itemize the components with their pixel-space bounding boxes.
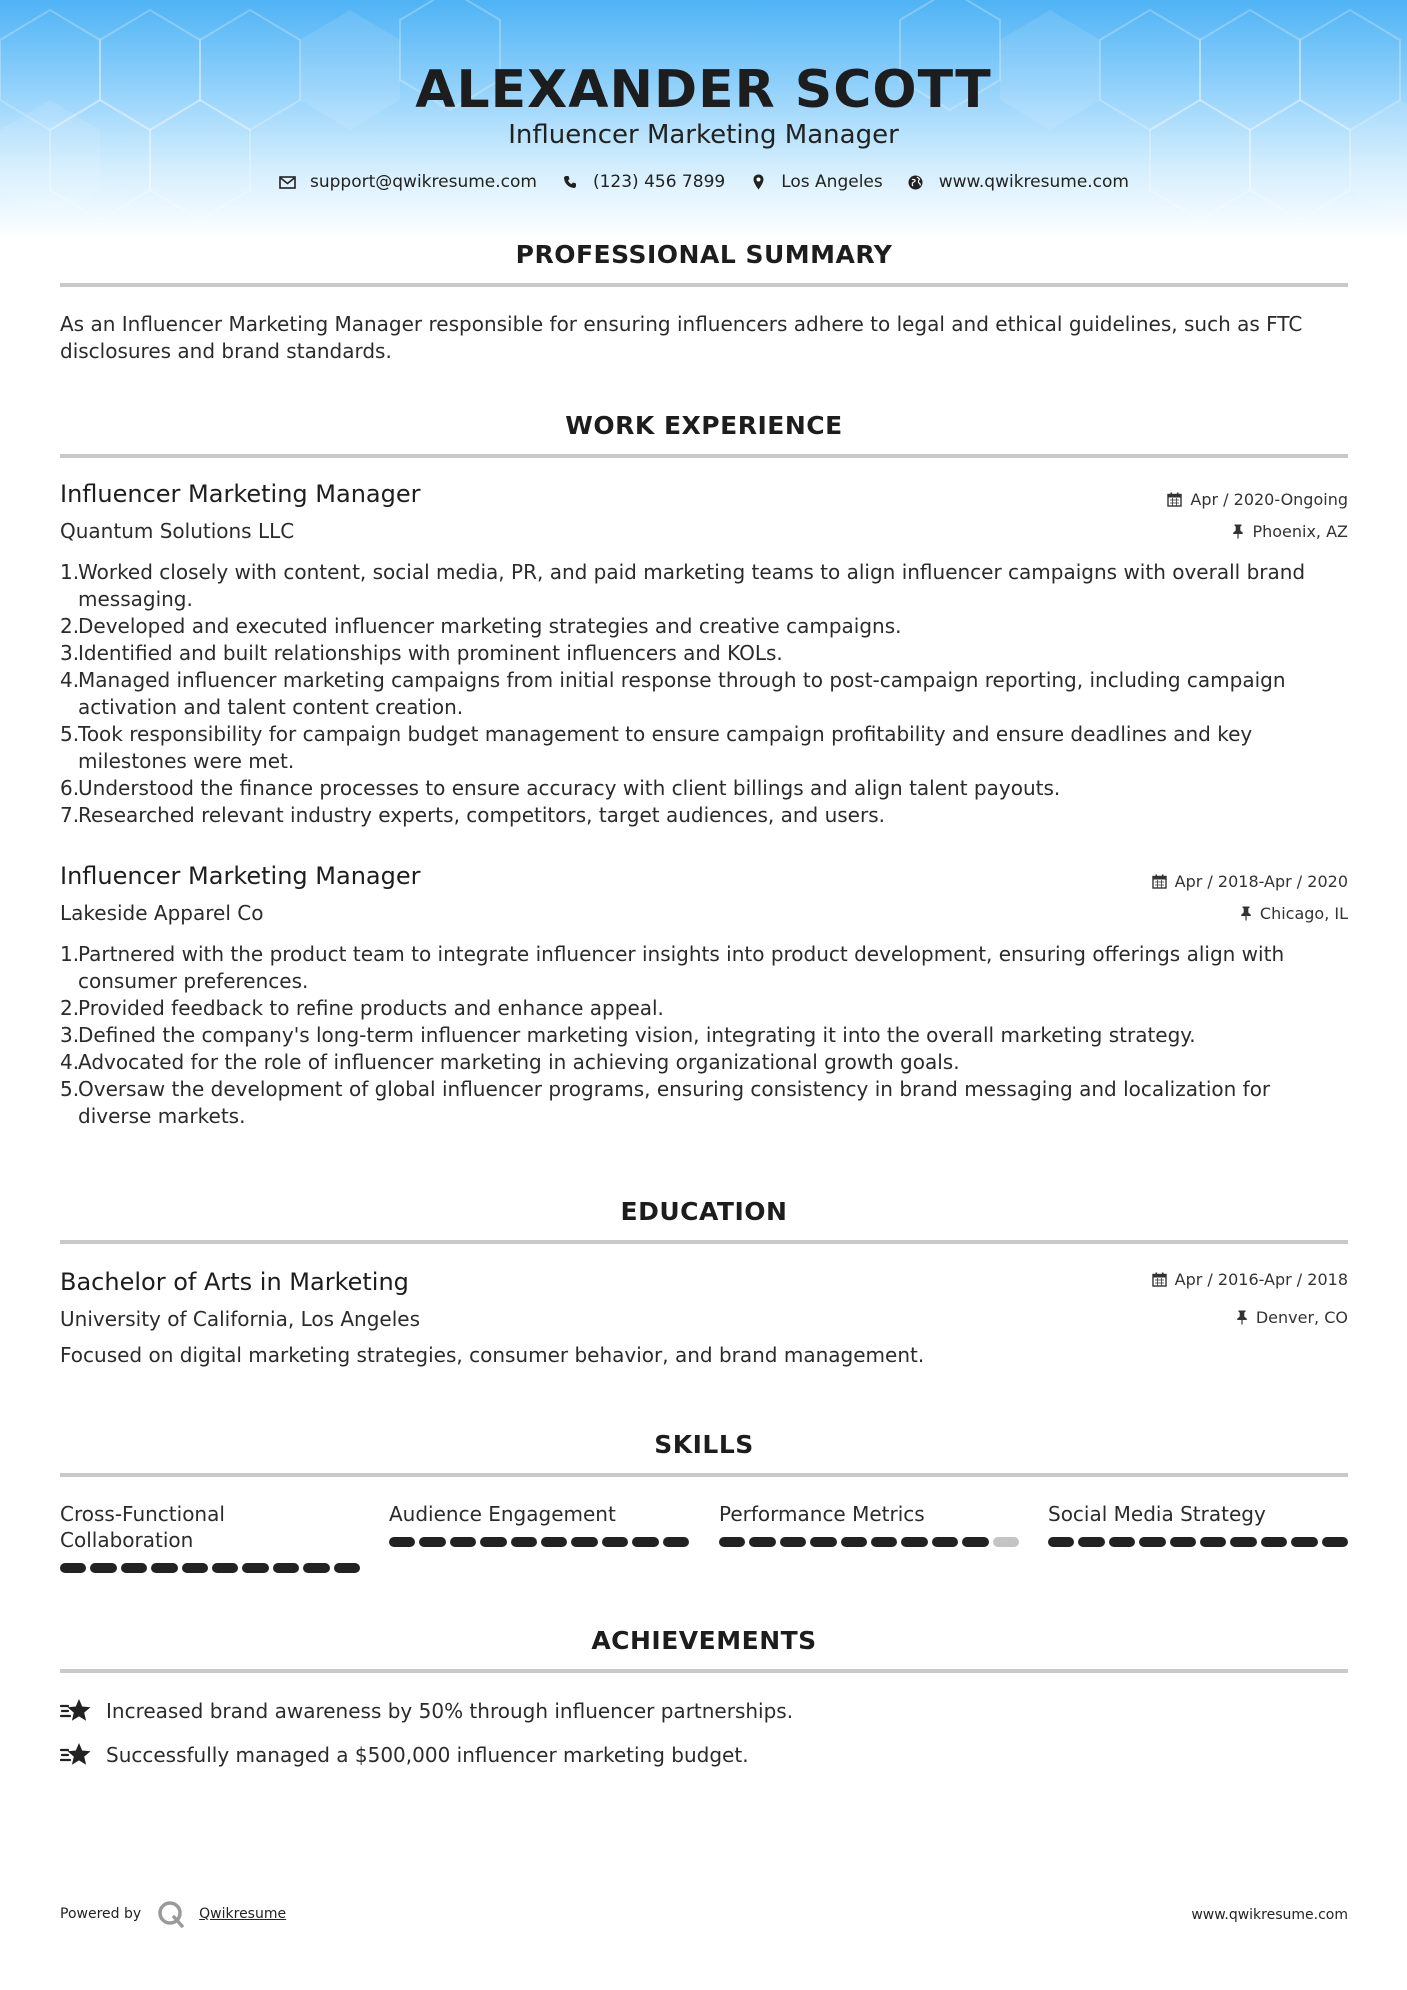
skill-rating-segment [450,1537,476,1547]
job-dates-text: Apr / 2020-Ongoing [1190,490,1348,509]
skill-rating-segment [334,1563,360,1573]
job-location-text: Chicago, IL [1259,904,1348,923]
job-location [1240,904,1348,923]
skill-rating [389,1537,689,1547]
skill-rating [60,1563,360,1573]
skill-rating-segment [663,1537,689,1547]
skill-rating-segment [901,1537,927,1547]
skill-rating-segment [962,1537,988,1547]
skill-name: Performance Metrics [719,1502,925,1526]
skill-rating-segment [841,1537,867,1547]
skill-rating-segment [749,1537,775,1547]
skill-rating-segment [993,1537,1019,1547]
skill-rating-segment [932,1537,958,1547]
education-heading: EDUCATION [620,1197,788,1226]
job-dates [1152,872,1348,891]
job-bullets [60,941,1348,1130]
skill-item [60,1501,360,1573]
calendar-icon [1167,492,1182,507]
education-description: Focused on digital marketing strategies, consumer behavior, and brand management. [60,1343,925,1367]
skill-rating-segment [389,1537,415,1547]
experience-heading: WORK EXPERIENCE [565,411,843,440]
pushpin-icon [1240,906,1252,921]
skill-name: Social Media Strategy [1048,1502,1266,1526]
powered-by-label: Powered by [60,1906,142,1922]
skill-rating-segment [1230,1537,1256,1547]
contact-email-text: support@qwikresume.com [310,172,537,192]
skill-rating-segment [60,1563,86,1573]
skill-rating-segment [1200,1537,1226,1547]
skill-rating-segment [90,1563,116,1573]
skill-name: Cross-Functional Collaboration [60,1502,225,1552]
list-item: 6. Understood the finance processes to ensure accuracy with client billings and align talent payouts. [60,776,1061,800]
list-item: 5. Oversaw the development of global influencer programs, ensuring consistency in brand messaging and localization for diverse markets. [60,1077,1271,1128]
skill-rating-segment [480,1537,506,1547]
list-item: 1. Worked closely with content, social media, PR, and paid marketing teams to align influencer campaigns with overall brand messaging. [60,560,1306,611]
contact-location-text: Los Angeles [781,172,883,192]
skill-rating [1048,1537,1348,1547]
education-dates-text: Apr / 2016-Apr / 2018 [1174,1270,1348,1289]
star-award-icon [60,1697,92,1725]
footer-powered-by [60,1900,286,1928]
job-bullets [60,559,1348,829]
phone-icon [561,173,579,191]
list-item: 3. Identified and built relationships with prominent influencers and KOLs. [60,641,783,665]
skill-rating-segment [541,1537,567,1547]
summary-divider [60,283,1348,287]
list-item: 7. Researched relevant industry experts, competitors, target audiences, and users. [60,803,885,827]
achievements-divider [60,1669,1348,1673]
skill-rating-segment [273,1563,299,1573]
list-item: 2. Provided feedback to refine products and enhance appeal. [60,996,664,1020]
achievements-heading: ACHIEVEMENTS [591,1626,817,1655]
contact-phone-text: (123) 456 7899 [592,172,726,192]
skills-divider [60,1473,1348,1477]
skill-rating-segment [810,1537,836,1547]
footer-website[interactable]: www.qwikresume.com [1191,1907,1348,1923]
candidate-title: Influencer Marketing Manager [508,120,899,150]
summary-heading: PROFESSIONAL SUMMARY [515,240,893,269]
skill-rating-segment [1261,1537,1287,1547]
job-company: Quantum Solutions LLC [60,519,295,543]
skill-rating-segment [632,1537,658,1547]
education-divider [60,1240,1348,1244]
star-award-icon [60,1741,92,1769]
qwikresume-logo-icon [157,1900,185,1928]
pushpin-icon [1236,1310,1248,1325]
skill-rating-segment [1170,1537,1196,1547]
list-item: 4. Advocated for the role of influencer marketing in achieving organizational growth goals. [60,1050,960,1074]
education-location [1236,1308,1348,1327]
list-item: 2. Developed and executed influencer marketing strategies and creative campaigns. [60,614,902,638]
skill-rating-segment [602,1537,628,1547]
list-item: 3. Defined the company's long-term influencer marketing vision, integrating it into the overall marketing strategy. [60,1023,1196,1047]
skill-rating-segment [1048,1537,1074,1547]
map-marker-icon [749,173,767,191]
skill-item [719,1501,1019,1547]
skill-rating-segment [1322,1537,1348,1547]
achievement-item [60,1741,749,1769]
skill-rating-segment [121,1563,147,1573]
skill-rating-segment [242,1563,268,1573]
skill-rating-segment [719,1537,745,1547]
skill-rating-segment [1139,1537,1165,1547]
list-item: 4. Managed influencer marketing campaigns from initial response through to post-campaign reporting, including campaign activation and talent content creation. [60,668,1286,719]
contact-email[interactable] [278,172,537,192]
globe-icon [907,173,925,191]
achievement-item [60,1697,793,1725]
skill-rating-segment [419,1537,445,1547]
skill-rating-segment [511,1537,537,1547]
experience-divider [60,454,1348,458]
list-item: 1. Partnered with the product team to integrate influencer insights into product development, ensuring offerings align with consumer preferences. [60,942,1285,993]
skill-rating-segment [1291,1537,1317,1547]
skill-rating-segment [151,1563,177,1573]
skill-rating-segment [571,1537,597,1547]
pushpin-icon [1232,524,1244,539]
job-dates [1167,490,1348,509]
calendar-icon [1152,874,1167,889]
contact-location [749,172,883,192]
summary-text: As an Influencer Marketing Manager responsible for ensuring influencers adhere to legal and ethical guidelines, such as FTC disclosures and brand standards. [60,312,1303,363]
skill-rating [719,1537,1019,1547]
job-title: Influencer Marketing Manager [60,480,421,508]
skill-rating-segment [871,1537,897,1547]
job-location [1232,522,1348,541]
skill-rating-segment [182,1563,208,1573]
education-location-text: Denver, CO [1255,1308,1348,1327]
contact-website[interactable] [907,172,1129,192]
skill-item [1048,1501,1348,1547]
job-title: Influencer Marketing Manager [60,862,421,890]
job-dates-text: Apr / 2018-Apr / 2020 [1174,872,1348,891]
calendar-icon [1152,1272,1167,1287]
contact-website-text: www.qwikresume.com [938,172,1129,192]
skills-heading: SKILLS [654,1430,754,1459]
skill-item [389,1501,689,1547]
education-dates [1152,1270,1348,1289]
job-location-text: Phoenix, AZ [1252,522,1348,541]
skill-name: Audience Engagement [389,1502,616,1526]
achievement-text: Successfully managed a $500,000 influencer marketing budget. [106,1743,749,1767]
skill-rating-segment [212,1563,238,1573]
skill-rating-segment [1078,1537,1104,1547]
contact-phone[interactable] [561,172,725,192]
qwikresume-link[interactable]: Qwikresume [199,1906,287,1922]
job-company: Lakeside Apparel Co [60,901,264,925]
contact-bar [0,172,1407,192]
skill-rating-segment [1109,1537,1135,1547]
skill-rating-segment [780,1537,806,1547]
envelope-icon [278,173,296,191]
degree-title: Bachelor of Arts in Marketing [60,1268,409,1296]
achievement-text: Increased brand awareness by 50% through influencer partnerships. [106,1699,794,1723]
school-name: University of California, Los Angeles [60,1307,421,1331]
candidate-name: ALEXANDER SCOTT [415,60,992,120]
skill-rating-segment [303,1563,329,1573]
list-item: 5. Took responsibility for campaign budget management to ensure campaign profitability and ensure deadlines and key milestones were met. [60,722,1253,773]
